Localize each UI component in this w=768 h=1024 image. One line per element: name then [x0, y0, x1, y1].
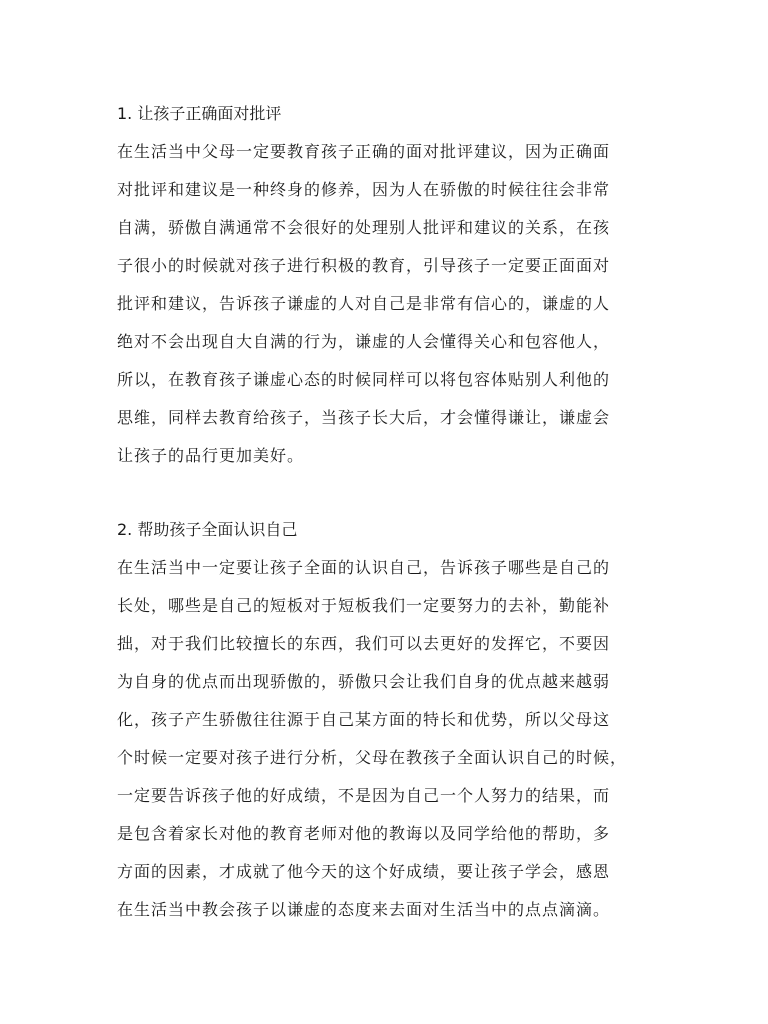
paragraph-line: 在生活当中父母一定要教育孩子正确的面对批评建议，因为正确面	[117, 142, 611, 161]
paragraph-line: 绝对不会出现自大自满的行为，谦虚的人会懂得关心和包容他人，	[117, 332, 611, 351]
paragraph-line: 是包含着家长对他的教育老师对他的教诲以及同学给他的帮助，多	[117, 824, 611, 843]
section-2	[117, 518, 657, 922]
paragraph-line: 子很小的时候就对孩子进行积极的教育，引导孩子一定要正面面对	[117, 256, 611, 275]
section-heading: 1. 让孩子正确面对批评	[117, 104, 282, 123]
paragraph-line: 思维，同样去教育给孩子，当孩子长大后，才会懂得谦让，谦虚会	[117, 408, 611, 427]
paragraph-line: 为自身的优点而出现骄傲的，骄傲只会让我们自身的优点越来越弱	[117, 672, 611, 691]
paragraph-line: 长处，哪些是自己的短板对于短板我们一定要努力的去补，勤能补	[117, 596, 611, 615]
paragraph-line: 化，孩子产生骄傲往往源于自己某方面的特长和优势，所以父母这	[117, 710, 611, 729]
paragraph-line: 所以，在教育孩子谦虚心态的时候同样可以将包容体贴别人利他的	[117, 370, 611, 389]
section-1	[117, 102, 657, 468]
paragraph-line: 批评和建议，告诉孩子谦虚的人对自己是非常有信心的，谦虚的人	[117, 294, 611, 313]
paragraph-line: 方面的因素，才成就了他今天的这个好成绩，要让孩子学会，感恩	[117, 862, 611, 881]
paragraph-line: 对批评和建议是一种终身的修养，因为人在骄傲的时候往往会非常	[117, 180, 611, 199]
paragraph-line: 在生活当中一定要让孩子全面的认识自己，告诉孩子哪些是自己的	[117, 558, 611, 577]
paragraph-line: 自满，骄傲自满通常不会很好的处理别人批评和建议的关系，在孩	[117, 218, 611, 237]
paragraph-line: 在生活当中教会孩子以谦虚的态度来去面对生活当中的点点滴滴。	[117, 900, 611, 919]
paragraph-line: 拙，对于我们比较擅长的东西，我们可以去更好的发挥它，不要因	[117, 634, 611, 653]
paragraph-line: 一定要告诉孩子他的好成绩，不是因为自己一个人努力的结果，而	[117, 786, 611, 805]
paragraph-line: 个时候一定要对孩子进行分析，父母在教孩子全面认识自己的时候，	[117, 748, 628, 767]
section-heading: 2. 帮助孩子全面认识自己	[117, 520, 298, 539]
paragraph-line: 让孩子的品行更加美好。	[117, 446, 305, 465]
